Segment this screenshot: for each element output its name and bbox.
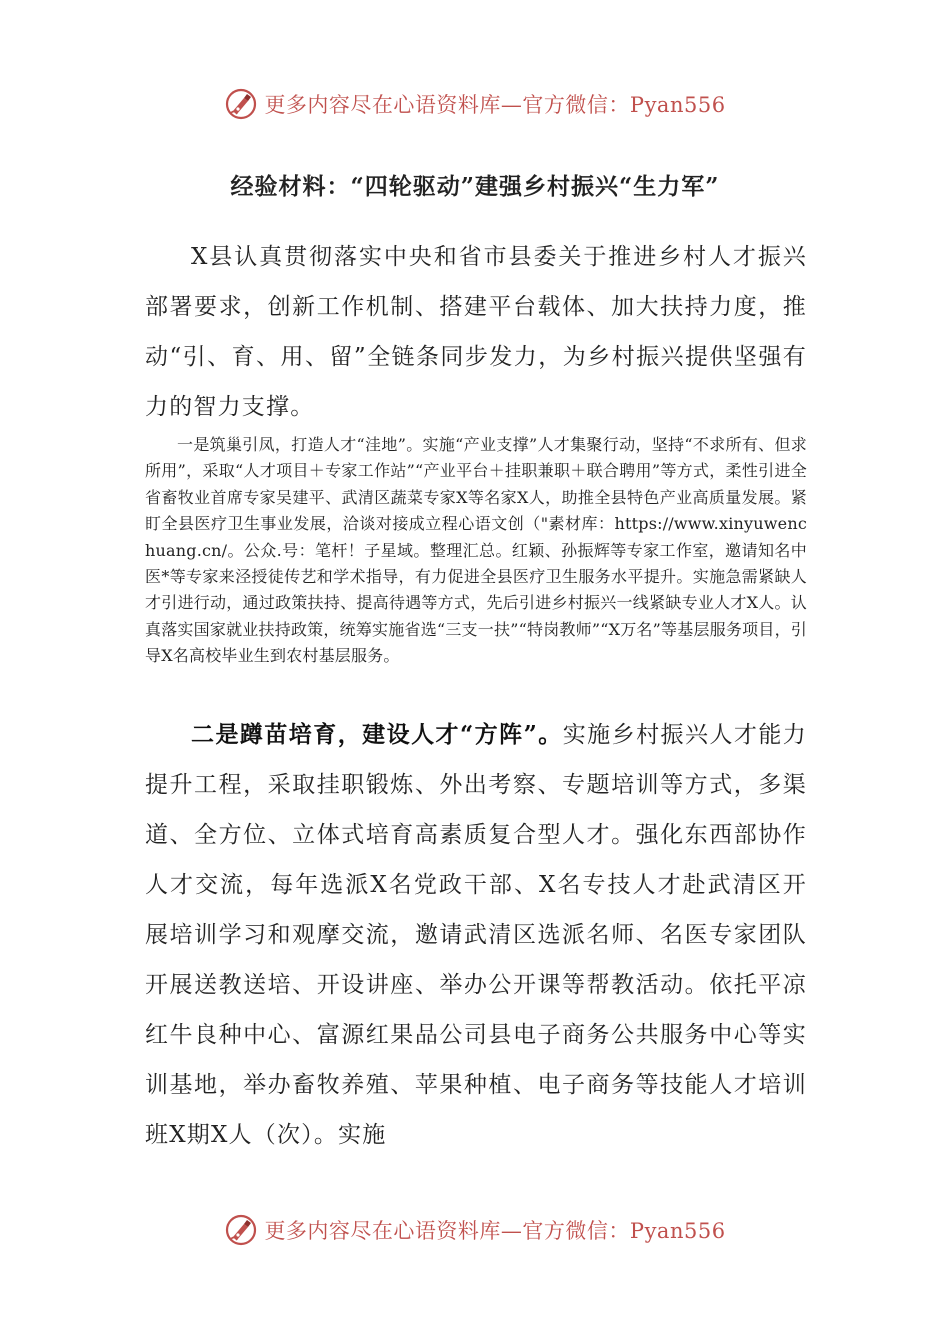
pen-nib-logo-icon [224, 87, 258, 121]
section-one-body: 实施“产业支撑”人才集聚行动，坚持“不求所有、但求所用”，采取“人才项目＋专家工作站”“产业平台＋挂职兼职＋联合聘用”等方式，柔性引进全省畜牧业首席专家吴建平、武清区蔬菜专家X等名家X人，助推全县特色产业高质量发展。紧盯全县医疗卫生事业发展，洽谈对接成立程心语文创（"素材库：https://www.xinyuwenchuang.cn/。公众.号：笔杆！子星域。整理汇总。红颖、孙振辉等专家工作室，邀请知名中医*等专家来泾授徒传艺和学术指导，有力促进全县医疗卫生服务水平提升。实施急需紧缺人才引进行动，通过政策扶持、提高待遇等方式，先后引进乡村振兴一线紧缺专业人才X人。认真落实国家就业扶持政策，统筹实施省选“三支一扶”“特岗教师”“X万名”等基层服务项目，引导X名高校毕业生到农村基层服务。 [145, 435, 808, 666]
section-two-lead: 二是蹲苗培育，建设人才“方阵”。 [191, 721, 563, 748]
watermark-text: 更多内容尽在心语资料库—官方微信：Pyan556 [264, 93, 726, 117]
footer-watermark-banner [0, 1208, 950, 1252]
section-two-body: 实施乡村振兴人才能力提升工程，采取挂职锻炼、外出考察、专题培训等方式，多渠道、全方位、立体式培育高素质复合型人才。强化东西部协作人才交流，每年选派X名党政干部、X名专技人才赴武清区开展培训学习和观摩交流，邀请武清区选派名师、名医专家团队开展送教送培、开设讲座、举办公开课等帮教活动。依托平凉红牛良种中心、富源红果品公司县电子商务公共服务中心等实训基地，举办畜牧养殖、苹果种植、电子商务等技能人才培训班X期X人（次）。实施 [145, 722, 807, 1148]
watermark-text: 更多内容尽在心语资料库—官方微信：Pyan556 [264, 1219, 726, 1243]
document-title: 经验材料：“四轮驱动”建强乡村振兴“生力军” [230, 173, 720, 200]
section-one-lead: 一是筑巢引凤，打造人才“洼地”。 [177, 435, 423, 454]
section-two-paragraph [145, 710, 807, 1160]
pen-nib-logo-icon [224, 1213, 258, 1247]
intro-paragraph: X县认真贯彻落实中央和省市县委关于推进乡村人才振兴部署要求，创新工作机制、搭建平台载体、加大扶持力度，推动“引、育、用、留”全链条同步发力，为乡村振兴提供坚强有力的智力支撑。 [145, 244, 807, 420]
header-watermark-banner [0, 82, 950, 126]
section-one-paragraph [145, 432, 807, 670]
